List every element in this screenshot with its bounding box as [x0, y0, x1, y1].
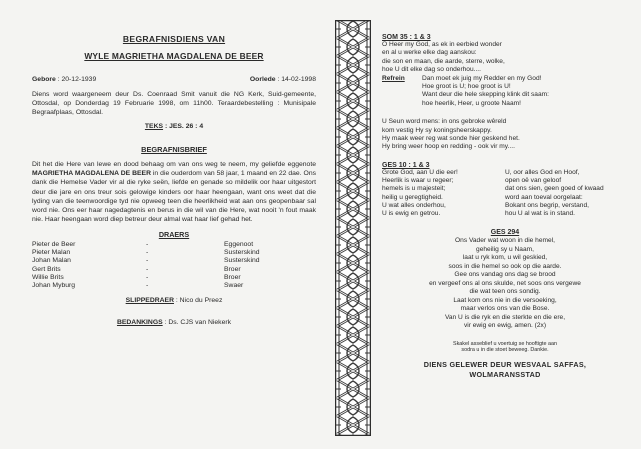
funeral-service-provider: DIENS GELEWER DEUR WESVAAL SAFFAS, WOLMARANSSTAD: [423, 360, 587, 380]
hymn-verse-columns: Grote God, aan U die eer! Heerlik is waar u regeer; hemels is u majesteit; heilig u geregtigheid. U wat alles onderhou, U is ewig en getrou. U, oor alles God en Hoof, open oë van geloof dat ons sien, geen goed of kwaad word aan toeval oorgelaat: Bokant ons begrip, verstand, hou U al wat is in stand.: [382, 168, 604, 218]
hymn-heading-ges294: GES 294: [490, 228, 520, 236]
scripture-reference: TEKS : JES. 26 : 4: [144, 123, 204, 131]
acknowledgements: BEDANKINGS : Ds. CJS van Niekerk: [116, 319, 232, 327]
celtic-knot-border: [335, 20, 371, 436]
funeral-letter: Dit het die Here van lewe en dood behaag om van ons weg te neem, my geliefde eggenote MAGRIETHA MAGDALENA DE BEER in die ouderdom van 58 jaar, 1 maand en 22 dae. Ons dank die Hemelse Vader vir al die ryke seën, liefde en genade so mildelik oor haar uitgestort deur die jare en ons treur sois gelowige kinders oor haar heengaan, want ons weet dat die lyding van die teenwoordige tyd nie opweeg teen die heerlikheid wat aan ons geopenbaar sal word nie. Ons eer haar nagedagtenis en berus in die wil van die Here, wat nooit 'n fout maak nie. Haar heengaan word diep betreur deur almal wat haar lief gehad het.: [32, 161, 316, 223]
pallbearers-heading: DRAERS: [158, 229, 190, 239]
hymn-verse: U Seun word mens: in ons gebroke wêreld kom vestig Hy sy koningsheerskappy. Hy maak weer reg wat sonde hier geskend het. Hy bring weer hoop en redding - ook vir my....: [382, 118, 520, 151]
pallbearer-row: Johan Myburg - Swaer: [32, 281, 244, 289]
born-date: Gebore : 20-12-1939: [32, 76, 97, 83]
service-details: Diens word waargeneem deur Ds. Coenraad Smit vanuit die NG Kerk, Suid-gemeente, Ottosdal, op Donderdag 19 Februarie 1998, om 11h00. Teraardebestelling : Munisipale Begraafplaas, Ottosdal.: [32, 91, 316, 117]
pallbearer-row: Johan Malan - Susterskind: [32, 257, 260, 265]
hymn-heading-ges10: GES 10 : 1 & 3: [382, 161, 430, 169]
pallbearer-row: Willie Brits - Broer: [32, 273, 241, 281]
vehicle-notice: Skakel asseblief u voertuig se hooftigte aan sodra u in die stoet beweeg. Dankie.: [453, 340, 557, 354]
left-column: [32, 34, 316, 326]
program-title: BEGRAFNISDIENS VAN: [122, 34, 226, 44]
deceased-name: WYLE MAGRIETHA MAGDALENA DE BEER: [84, 51, 264, 61]
hymn-heading-som35: SOM 35 : 1 & 3: [382, 34, 431, 41]
pallbearer-row: Pieter Malan - Susterskind: [32, 249, 260, 257]
funeral-letter-heading: BEGRAFNISBRIEF: [141, 145, 207, 155]
pallbearer-row: Pieter de Beer - Eggenoot: [32, 240, 254, 248]
pallbearers-list: [32, 241, 316, 290]
died-date: Oorlede : 14-02-1998: [249, 76, 316, 83]
right-column: [382, 34, 628, 380]
hymn-verse: O Heer my God, as ek in eerbied wonder en al u werke elke dag aanskou: die son en maan, die aarde, sterre, wolke, hoe U dit elke dag so onderhou....: [382, 41, 505, 74]
pallbearer-row: Gert Brits - Broer: [32, 265, 241, 273]
dates-row: [32, 76, 316, 83]
hymn-refrain: Refrein Dan moet ek juig my Redder en my God! Hoe groot is U; hoe groot is U! Want deur die hele skepping klink dit saam: hoe heerlik, Heer, u groote Naam!: [382, 74, 549, 107]
prayer-ges294: GES 294 Ons Vader wat woon in die hemel, geheilig sy u Naam, laat u ryk kom, u wil geskied, soos in die hemel so ook op die aarde. Gee ons vandag ons dag se brood en vergeef ons al ons skulde, net soos ons vergewe die wat teen ons sondig. Laat kom ons nie in die versoeking, maar verlos ons van die Bose. Van U is die ryk en die sterkte en die ere, vir ewig en ewig, amen. (2x): [382, 229, 628, 331]
slip-bearer: SLIPPEDRAER : Nico du Preez: [125, 297, 223, 305]
